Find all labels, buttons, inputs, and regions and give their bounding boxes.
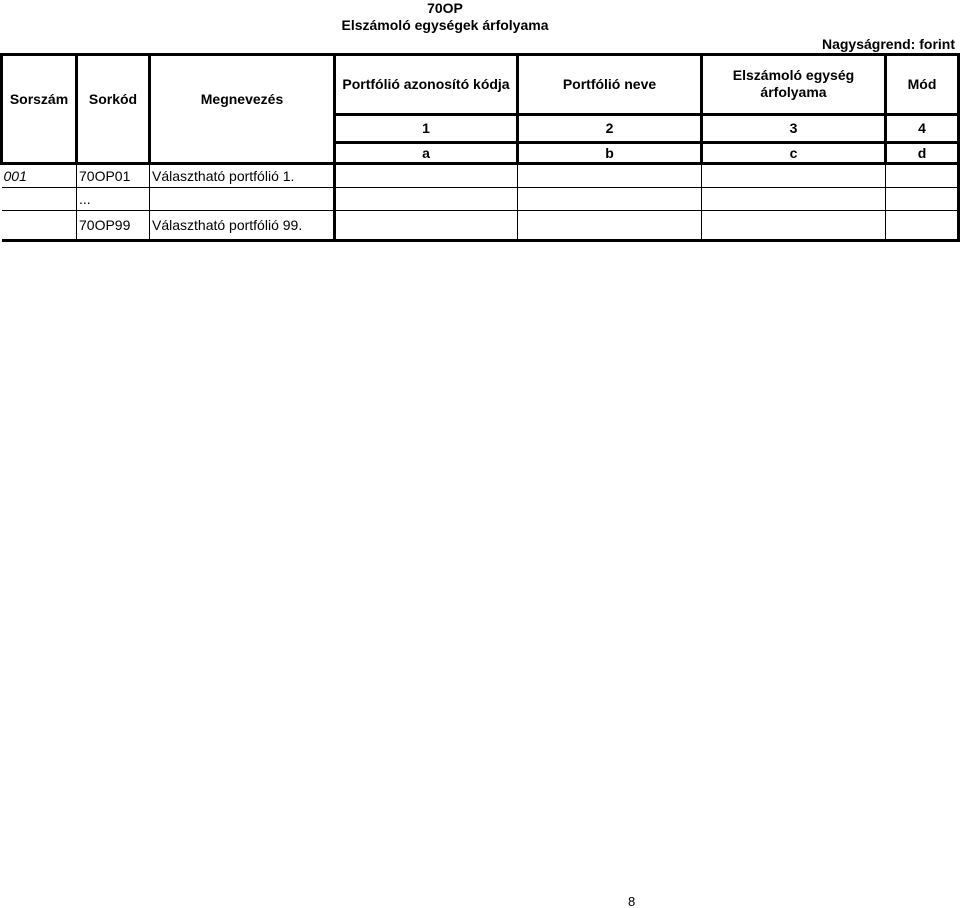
column-letter-d: d — [886, 142, 959, 163]
unit-note: Nagyságrend: forint — [821, 36, 955, 52]
header-col-4-label: Mód — [907, 76, 937, 93]
column-letter-b: b — [518, 142, 702, 163]
header-col-1-label: Portfólió azonosító kódja — [342, 76, 510, 93]
row-megnevezes: Választható portfólió 99. — [150, 210, 335, 240]
header-col-3 — [702, 55, 886, 115]
row-megnevezes — [150, 187, 335, 210]
column-number-2: 2 — [518, 114, 702, 142]
sorkod-spacer — [77, 142, 150, 163]
column-letter-c: c — [702, 142, 886, 163]
sorszam-spacer — [2, 142, 77, 163]
row-sorkod: 70OP01 — [77, 163, 150, 187]
column-letter-a: a — [335, 142, 518, 163]
report-table — [0, 53, 960, 242]
row-megnevezes: Választható portfólió 1. — [150, 163, 335, 187]
column-number-4: 4 — [886, 114, 959, 142]
cell-portfolio-name[interactable] — [518, 163, 702, 187]
cell-rate[interactable] — [702, 210, 886, 240]
row-sorszam: 001 — [2, 163, 77, 187]
column-letter-row — [2, 142, 959, 163]
row-sorszam — [2, 187, 77, 210]
header-col-4 — [886, 55, 959, 115]
table-row — [2, 210, 959, 240]
cell-portfolio-code[interactable] — [335, 187, 518, 210]
cell-mode[interactable] — [886, 187, 959, 210]
table-row — [2, 163, 959, 187]
header-col-1 — [335, 55, 518, 115]
cell-rate[interactable] — [702, 187, 886, 210]
form-title: Elszámoló egységek árfolyama — [341, 17, 549, 33]
header-col-3-label-line2: árfolyama — [760, 84, 827, 101]
cell-portfolio-code[interactable] — [335, 163, 518, 187]
page-number: 8 — [628, 894, 636, 908]
header-sorkod: Sorkód — [77, 55, 150, 143]
header-sorszam: Sorszám — [2, 55, 77, 143]
table-row — [2, 187, 959, 210]
header-megnevezes: Megnevezés — [150, 55, 335, 143]
column-number-1: 1 — [335, 114, 518, 142]
row-sorkod: ... — [77, 187, 150, 210]
cell-mode[interactable] — [886, 210, 959, 240]
megnevezes-spacer — [150, 142, 335, 163]
cell-rate[interactable] — [702, 163, 886, 187]
header-col-2 — [518, 55, 702, 115]
row-sorkod: 70OP99 — [77, 210, 150, 240]
column-number-3: 3 — [702, 114, 886, 142]
header-col-2-label: Portfólió neve — [562, 76, 657, 93]
row-sorszam — [2, 210, 77, 240]
cell-portfolio-name[interactable] — [518, 210, 702, 240]
form-code: 70OP — [427, 0, 463, 16]
cell-mode[interactable] — [886, 163, 959, 187]
header-row — [2, 55, 959, 115]
cell-portfolio-name[interactable] — [518, 187, 702, 210]
header-col-3-label-line1: Elszámoló egység — [732, 67, 855, 84]
cell-portfolio-code[interactable] — [335, 210, 518, 240]
